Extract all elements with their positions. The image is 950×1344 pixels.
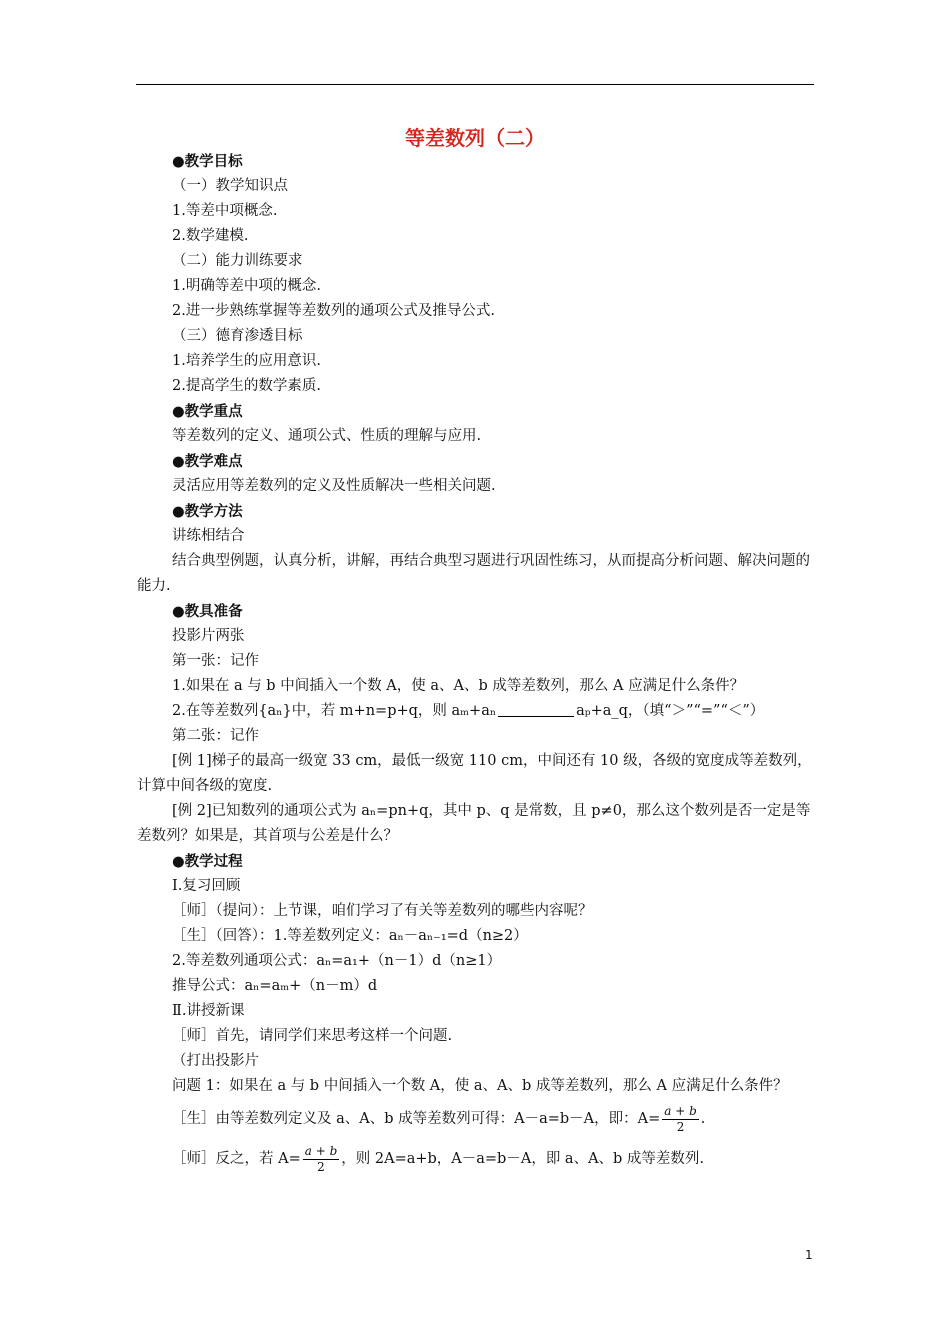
- lines4-line: 推导公式：aₙ=aₘ+（n－m）d: [172, 978, 378, 994]
- lines-line: ●教学难点: [172, 453, 243, 470]
- page-number: 1: [805, 1248, 813, 1262]
- lines2-line: ●教具准备: [172, 603, 243, 620]
- second-slide-section: [137, 724, 817, 749]
- fraction-a-plus-b-over-2: $\frac{a + b}{2}$: [304, 1143, 338, 1174]
- lines4-line: （打出投影片: [172, 1053, 259, 1069]
- lines4-line: Ⅰ.复习回顾: [172, 878, 241, 894]
- lines-line: 2.进一步熟练掌握等差数列的通项公式及推导公式.: [172, 303, 495, 319]
- lines-line: 1.培养学生的应用意识.: [172, 353, 321, 369]
- teacher-reverse: ［师］反之，若 A= $\frac{a + b}{2}$ ，则 2A=a+b，A－a=b－A，即 a、A、b 成等差数列.: [172, 1143, 705, 1174]
- example-1: [例 1]梯子的最高一级宽 33 cm，最低一级宽 110 cm，中间还有 10 级，各级的宽度成等差数列，计算中间各级的宽度.: [137, 753, 812, 794]
- lines-line: 2.数学建模.: [172, 228, 249, 244]
- lines2-line: 第一张：记作: [172, 653, 259, 669]
- materials-section: [137, 599, 817, 699]
- example-2: [例 2]已知数列的通项公式为 aₙ=pn+q，其中 p、q 是常数，且 p≠0，那么这个数列是否一定是等差数列？如果是，其首项与公差是什么？: [137, 803, 811, 844]
- lines-line: ●教学目标: [172, 153, 243, 170]
- question-2-text: 2.在等差数列{aₙ}中，若 m+n=p+q，则 aₘ+aₙ: [172, 703, 497, 719]
- lines-line: （二）能力训练要求: [172, 253, 303, 269]
- objectives-section: [137, 149, 817, 549]
- lines-line: （三）德育渗透目标: [172, 328, 303, 344]
- process-section: [137, 849, 817, 1099]
- lines-line: 2.提高学生的数学素质.: [172, 378, 321, 394]
- lines-line: ●教学方法: [172, 503, 243, 520]
- question-2-tail: aₚ+a_q，（填“＞”“=”“＜”）: [576, 703, 765, 719]
- method-paragraph: 结合典型例题，认真分析，讲解，再结合典型习题进行巩固性练习，从而提高分析问题、解决问题的能力.: [137, 553, 810, 594]
- lines-line: ●教学重点: [172, 403, 243, 420]
- lines4-line: ［师］（提问）：上节课，咱们学习了有关等差数列的哪些内容呢？: [172, 903, 593, 919]
- slide-question-2: [137, 699, 817, 724]
- lines-line: 等差数列的定义、通项公式、性质的理解与应用.: [172, 428, 482, 444]
- document-body: [137, 149, 817, 1179]
- lines2-line: 投影片两张: [172, 628, 245, 644]
- lines-line: 1.等差中项概念.: [172, 203, 278, 219]
- lines-line: 讲练相结合: [172, 528, 245, 544]
- lines-line: （一）教学知识点: [172, 178, 288, 194]
- lines-line: 灵活应用等差数列的定义及性质解决一些相关问题.: [172, 478, 496, 494]
- lines3-line: 第二张：记作: [172, 728, 259, 744]
- lines4-line: 2.等差数列通项公式：aₙ=a₁+（n－1）d（n≥1）: [172, 953, 502, 969]
- answer-blank: [498, 702, 574, 717]
- teacher-reverse-text: ［师］反之，若 A=: [172, 1151, 301, 1167]
- lines4-line: ［师］首先，请同学们来思考这样一个问题.: [172, 1028, 453, 1044]
- document-title: 等差数列（二）: [405, 126, 545, 150]
- student-answer: ［生］由等差数列定义及 a、A、b 成等差数列可得：A－a=b－A，即：A= $\frac{a + b}{2}$ .: [172, 1103, 706, 1134]
- lines4-line: 问题 1：如果在 a 与 b 中间插入一个数 A，使 a、A、b 成等差数列，那么 A 应满足什么条件？: [172, 1078, 788, 1094]
- student-answer-text: ［生］由等差数列定义及 a、A、b 成等差数列可得：A－a=b－A，即：A=: [172, 1111, 661, 1127]
- lines2-line: 1.如果在 a 与 b 中间插入一个数 A，使 a、A、b 成等差数列，那么 A 应满足什么条件？: [172, 678, 745, 694]
- lines4-line: ［生］（回答）：1.等差数列定义：aₙ－aₙ₋₁=d（n≥2）: [172, 928, 528, 944]
- fraction-a-plus-b-over-2: $\frac{a + b}{2}$: [664, 1103, 697, 1134]
- lines-line: 1.明确等差中项的概念.: [172, 278, 321, 294]
- header-rule: [136, 84, 814, 85]
- lines4-line: ●教学过程: [172, 853, 243, 870]
- lines4-line: Ⅱ.讲授新课: [172, 1003, 245, 1019]
